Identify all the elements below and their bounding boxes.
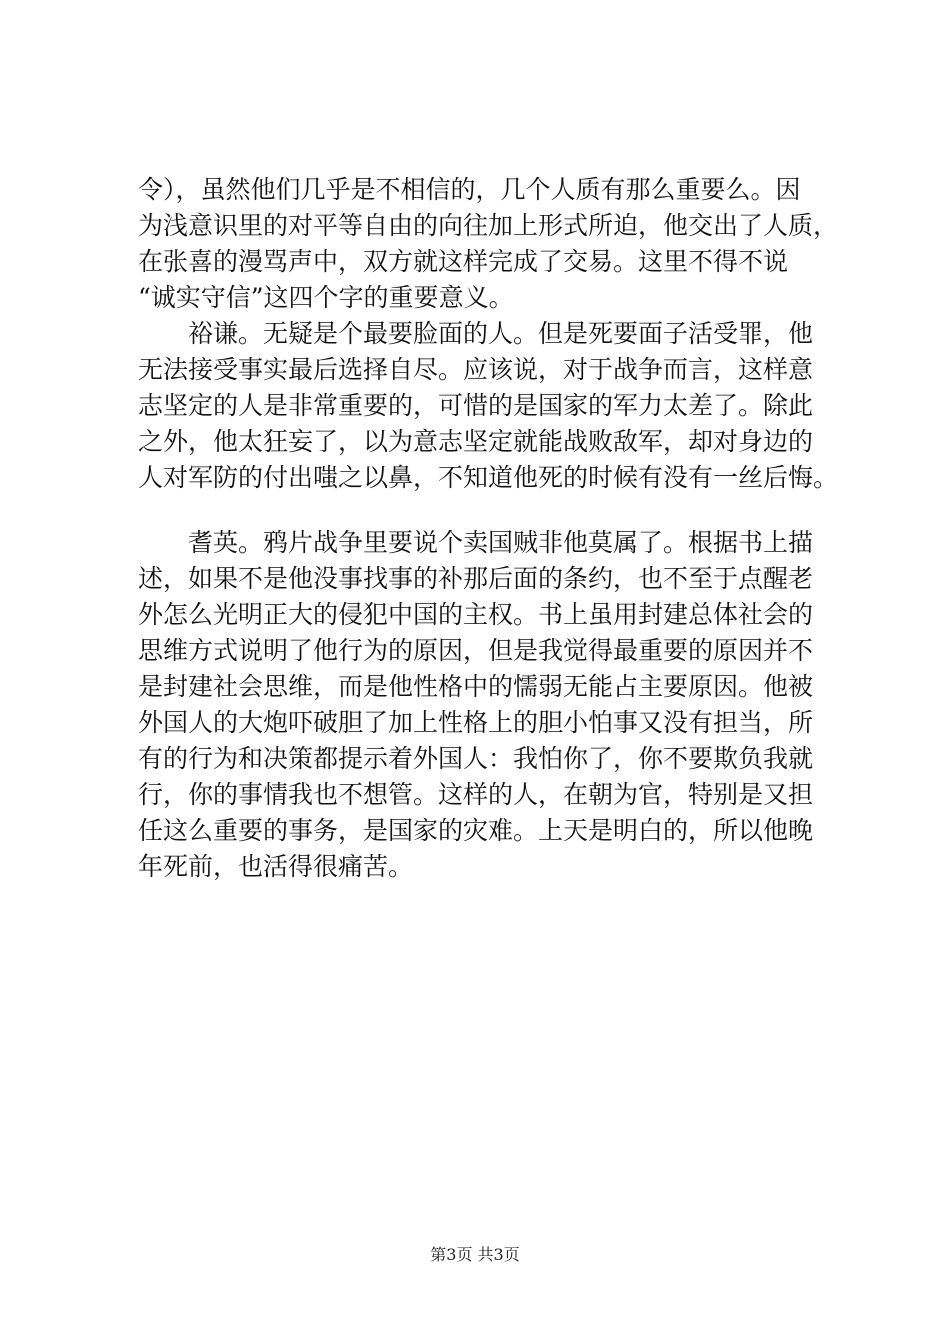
paragraph-3-line-5: 是封建社会思维，而是他性格中的懦弱无能占主要原因。他被 <box>138 672 814 701</box>
paragraph-1-line-4: “诚实守信”这四个字的重要意义。 <box>138 283 514 312</box>
paragraph-2-line-2: 无法接受事实最后选择自尽。应该说，对于战争而言，这样意 <box>138 355 814 384</box>
paragraph-3-line-10: 年死前，也活得很痛苦。 <box>138 852 414 881</box>
paragraph-3-line-4: 思维方式说明了他行为的原因，但是我觉得最重要的原因并不 <box>138 636 814 665</box>
paragraph-2-line-3: 志坚定的人是非常重要的，可惜的是国家的军力太差了。除此 <box>138 391 814 420</box>
paragraph-3-line-7: 有的行为和决策都提示着外国人：我怕你了，你不要欺负我就 <box>138 744 814 773</box>
paragraph-1-line-3: 在张喜的漫骂声中，双方就这样完成了交易。这里不得不说 <box>138 247 789 276</box>
paragraph-1-line-2: 为浅意识里的对平等自由的向往加上形式所迫，他交出了人质， <box>138 211 839 240</box>
paragraph-3-line-9: 任这么重要的事务，是国家的灾难。上天是明白的，所以他晚 <box>138 816 814 845</box>
paragraph-2-line-5: 人对军防的付出嗤之以鼻，不知道他死的时候有没有一丝后悔。 <box>138 463 839 492</box>
page-number-footer: 第3页 共3页 <box>430 1245 520 1264</box>
paragraph-2-line-1: 裕谦。无疑是个最要脸面的人。但是死要面子活受罪，他 <box>188 319 814 348</box>
paragraph-3-line-6: 外国人的大炮吓破胆了加上性格上的胆小怕事又没有担当，所 <box>138 708 814 737</box>
paragraph-2-line-4: 之外，他太狂妄了，以为意志坚定就能战败敌军，却对身边的 <box>138 427 814 456</box>
paragraph-3-line-8: 行，你的事情我也不想管。这样的人，在朝为官，特别是又担 <box>138 780 814 809</box>
paragraph-3-line-2: 述，如果不是他没事找事的补那后面的条约，也不至于点醒老 <box>138 564 814 593</box>
paragraph-1-line-1: 令），虽然他们几乎是不相信的，几个人质有那么重要么。因 <box>138 175 801 204</box>
paragraph-3-line-1: 耆英。鸦片战争里要说个卖国贼非他莫属了。根据书上描 <box>188 528 814 557</box>
paragraph-3-line-3: 外怎么光明正大的侵犯中国的主权。书上虽用封建总体社会的 <box>138 600 814 629</box>
